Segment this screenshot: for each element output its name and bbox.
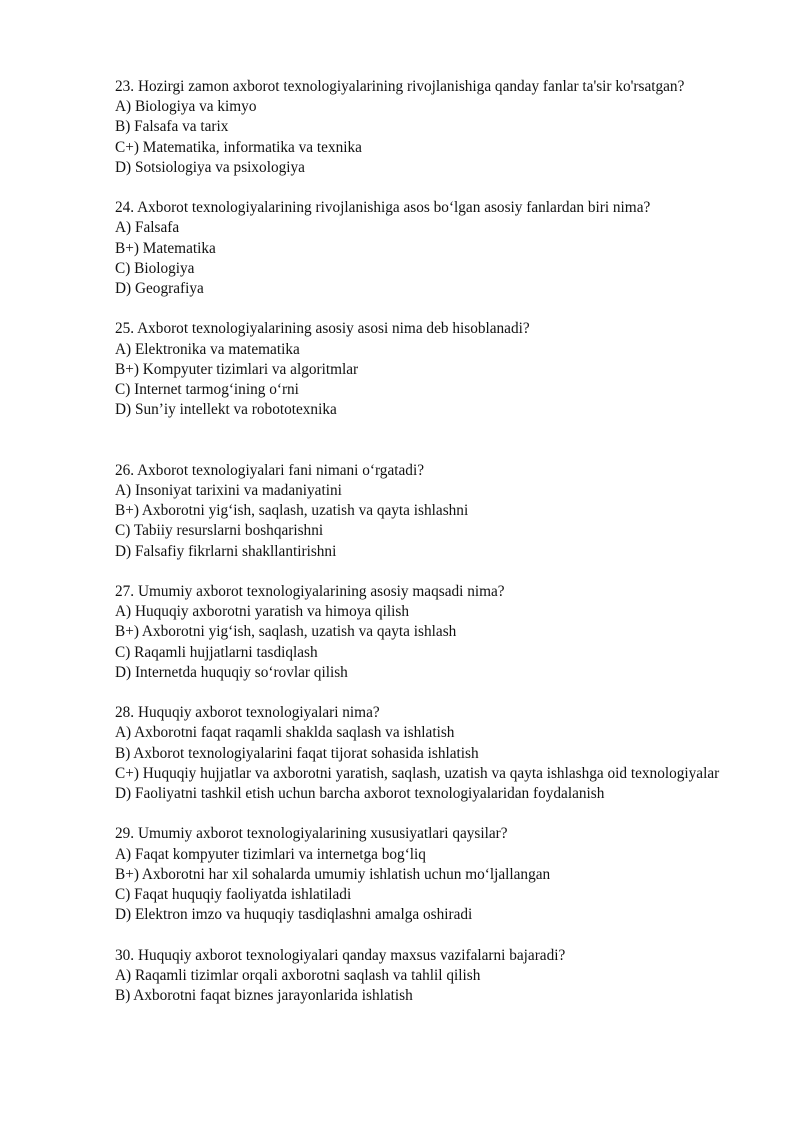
answer-option: D) Faoliyatni tashkil etish uchun barcha axborot texnologiyalaridan foydalanish bbox=[115, 785, 605, 803]
question-text: 23. Hozirgi zamon axborot texnologiyalarining rivojlanishiga qanday fanlar ta'sir ko'rsatgan? bbox=[115, 78, 685, 95]
answer-option: C) Tabiiy resurslarni boshqarishni bbox=[115, 522, 324, 540]
answer-option: C) Raqamli hujjatlarni tasdiqlash bbox=[115, 643, 318, 661]
answer-option: A) Falsafa bbox=[115, 219, 180, 237]
answer-option: D) Falsafiy fikrlarni shakllantirishni bbox=[115, 542, 337, 560]
answer-option: A) Faqat kompyuter tizimlari va internetga bog‘liq bbox=[115, 845, 426, 863]
answer-option: C) Internet tarmog‘ining o‘rni bbox=[115, 381, 299, 399]
answer-option: D) Geografiya bbox=[115, 280, 204, 298]
answer-option: A) Raqamli tizimlar orqali axborotni saqlash va tahlil qilish bbox=[115, 966, 481, 984]
answer-option: B) Axborotni faqat biznes jarayonlarida ishlatish bbox=[115, 987, 413, 1005]
answer-option: B+) Matematika bbox=[115, 239, 216, 257]
question-text: 30. Huquqiy axborot texnologiyalari qanday maxsus vazifalarni bajaradi? bbox=[115, 946, 566, 964]
answer-option: B) Falsafa va tarix bbox=[115, 118, 229, 136]
question-block-28 bbox=[115, 703, 735, 804]
question-block-27 bbox=[115, 582, 735, 683]
answer-option: C) Faqat huquqiy faoliyatda ishlatiladi bbox=[115, 886, 352, 904]
answer-option: D) Sotsiologiya va psixologiya bbox=[115, 158, 305, 176]
question-text: 26. Axborot texnologiyalari fani nimani o‘rgatadi? bbox=[115, 461, 424, 479]
answer-option: A) Huquqiy axborotni yaratish va himoya qilish bbox=[115, 603, 409, 621]
answer-option: B+) Axborotni yig‘ish, saqlash, uzatish va qayta ishlashni bbox=[115, 502, 469, 520]
question-block-30 bbox=[115, 946, 735, 1007]
answer-option: C) Biologiya bbox=[115, 259, 195, 277]
question-text: 25. Axborot texnologiyalarining asosiy asosi nima deb hisoblanadi? bbox=[115, 320, 530, 338]
answer-option: B+) Axborotni har xil sohalarda umumiy ishlatish uchun mo‘ljallangan bbox=[115, 865, 551, 883]
question-block-25 bbox=[115, 319, 735, 420]
answer-option: B+) Kompyuter tizimlari va algoritmlar bbox=[115, 360, 359, 378]
question-text: 29. Umumiy axborot texnologiyalarining xususiyatlari qaysilar? bbox=[115, 825, 508, 843]
answer-option: B+) Axborotni yig‘ish, saqlash, uzatish va qayta ishlash bbox=[115, 623, 457, 641]
answer-option: A) Axborotni faqat raqamli shaklda saqlash va ishlatish bbox=[115, 724, 455, 742]
question-block-24 bbox=[115, 198, 735, 299]
answer-option: A) Biologiya va kimyo bbox=[115, 98, 257, 116]
answer-option: A) Insoniyat tarixini va madaniyatini bbox=[115, 482, 342, 500]
answer-option: A) Elektronika va matematika bbox=[115, 340, 300, 358]
question-block-23 bbox=[115, 77, 735, 178]
document-page bbox=[115, 77, 735, 1026]
answer-option: D) Sun’iy intellekt va robototexnika bbox=[115, 401, 337, 419]
answer-option: C+) Huquqiy hujjatlar va axborotni yaratish, saqlash, uzatish va qayta ishlashga oid texnologiyalar bbox=[115, 764, 720, 782]
question-block-29 bbox=[115, 824, 735, 925]
question-text: 24. Axborot texnologiyalarining rivojlanishiga asos bo‘lgan asosiy fanlardan biri nima? bbox=[115, 199, 651, 217]
answer-option: B) Axborot texnologiyalarini faqat tijorat sohasida ishlatish bbox=[115, 744, 479, 762]
question-text: 27. Umumiy axborot texnologiyalarining asosiy maqsadi nima? bbox=[115, 583, 505, 601]
answer-option: C+) Matematika, informatika va texnika bbox=[115, 138, 362, 156]
question-block-26 bbox=[115, 461, 735, 562]
answer-option: D) Elektron imzo va huquqiy tasdiqlashni amalga oshiradi bbox=[115, 906, 473, 924]
question-text: 28. Huquqiy axborot texnologiyalari nima? bbox=[115, 704, 380, 722]
answer-option: D) Internetda huquqiy so‘rovlar qilish bbox=[115, 663, 348, 681]
